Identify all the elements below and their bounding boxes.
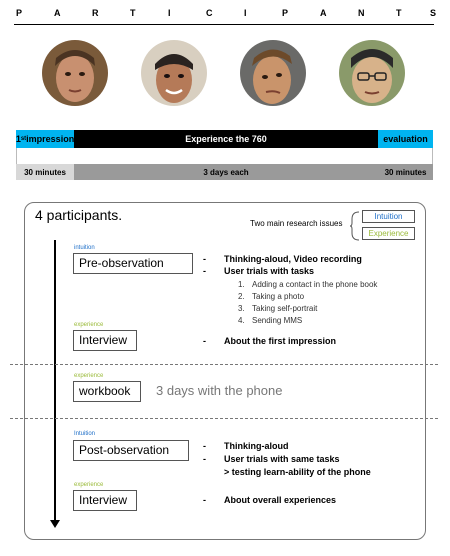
bullet-dash: - xyxy=(203,254,206,264)
heading-letter: C xyxy=(206,8,213,18)
task-text: Taking self-portrait xyxy=(252,304,318,313)
tag-intuition: Intuition xyxy=(74,431,96,437)
stage-interview: Interview xyxy=(73,490,137,511)
phase-evaluation: evaluation xyxy=(378,130,433,148)
phase-first-impression xyxy=(16,130,74,148)
duration-last: 30 minutes xyxy=(378,164,433,180)
heading-letter: P xyxy=(282,8,289,18)
task-number: 2. xyxy=(238,292,245,301)
face-illustration xyxy=(240,40,306,106)
timeline-arrow xyxy=(54,240,56,524)
stage-pre-observation: Pre-observation xyxy=(73,253,193,274)
face-illustration xyxy=(42,40,108,106)
bullet-extra: > testing learn-ability of the phone xyxy=(224,467,371,477)
heading-letter: A xyxy=(320,8,327,18)
bullet-text: About the first impression xyxy=(224,336,337,346)
bullet-item xyxy=(203,254,362,264)
stage-interview: Interview xyxy=(73,330,137,351)
heading-letter: S xyxy=(430,8,437,18)
issue-experience-box: Experience xyxy=(362,227,415,240)
heading-letter: I xyxy=(168,8,171,18)
bullet-dash: - xyxy=(203,495,206,505)
bullet-item xyxy=(203,336,337,346)
participant-photo-2 xyxy=(141,40,207,106)
heading-letter: R xyxy=(92,8,99,18)
task-number: 3. xyxy=(238,304,245,313)
task-text: Adding a contact in the phone book xyxy=(252,280,378,289)
task-text: Sending MMS xyxy=(252,316,303,325)
participant-photo-4 xyxy=(339,40,405,106)
tag-experience: experience xyxy=(74,322,104,328)
bullet-text: About overall experiences xyxy=(224,495,337,505)
bullet-item xyxy=(203,495,337,505)
issue-intuition-box: Intuition xyxy=(362,210,415,223)
workbook-note: 3 days with the phone xyxy=(156,383,283,398)
heading-letter: A xyxy=(54,8,61,18)
tag-intuition: intuition xyxy=(74,245,95,251)
heading-letter: N xyxy=(358,8,365,18)
task-item xyxy=(238,304,318,313)
bullet-text: Thinking-aloud xyxy=(224,441,289,451)
bullet-text: User trials with same tasks xyxy=(224,454,340,464)
heading-underline xyxy=(14,24,434,25)
bullet-text: User trials with tasks xyxy=(224,266,315,276)
task-text: Taking a photo xyxy=(252,292,305,301)
stage-workbook: workbook xyxy=(73,381,141,402)
task-item xyxy=(238,280,378,289)
heading-letter: P xyxy=(16,8,23,18)
heading-letter: I xyxy=(244,8,247,18)
tag-experience: experience xyxy=(74,373,104,379)
task-number: 4. xyxy=(238,316,245,325)
brace-icon xyxy=(350,211,360,241)
bullet-dash: - xyxy=(203,266,206,276)
bullet-item xyxy=(203,266,315,276)
phase-main: Experience the 760 xyxy=(74,130,378,148)
duration-first: 30 minutes xyxy=(16,164,74,180)
face-illustration xyxy=(339,40,405,106)
phase-first-suffix: impression xyxy=(26,134,75,144)
task-item xyxy=(238,316,303,325)
task-number: 1. xyxy=(238,280,245,289)
task-item xyxy=(238,292,305,301)
duration-main: 3 days each xyxy=(74,164,378,180)
section-divider xyxy=(10,364,438,365)
bullet-text: Thinking-aloud, Video recording xyxy=(224,254,362,264)
stage-post-observation: Post-observation xyxy=(73,440,189,461)
phase-first-prefix: 1 xyxy=(15,134,21,144)
bullet-item xyxy=(203,441,289,451)
heading-letter: T xyxy=(396,8,402,18)
bullet-item xyxy=(203,454,340,464)
participants-heading xyxy=(14,8,438,22)
participant-photo-3 xyxy=(240,40,306,106)
arrow-down-icon xyxy=(50,520,60,528)
panel-title: 4 participants. xyxy=(35,207,123,223)
issues-label: Two main research issues xyxy=(250,219,343,228)
section-divider xyxy=(10,418,438,419)
tag-experience: experience xyxy=(74,482,104,488)
timeline-spacer xyxy=(16,148,433,164)
bullet-dash: - xyxy=(203,441,206,451)
face-illustration xyxy=(141,40,207,106)
bullet-dash: - xyxy=(203,454,206,464)
heading-letter: T xyxy=(130,8,136,18)
bullet-dash: - xyxy=(203,336,206,346)
participant-photo-1 xyxy=(42,40,108,106)
phase-first-sup: st xyxy=(20,136,27,142)
